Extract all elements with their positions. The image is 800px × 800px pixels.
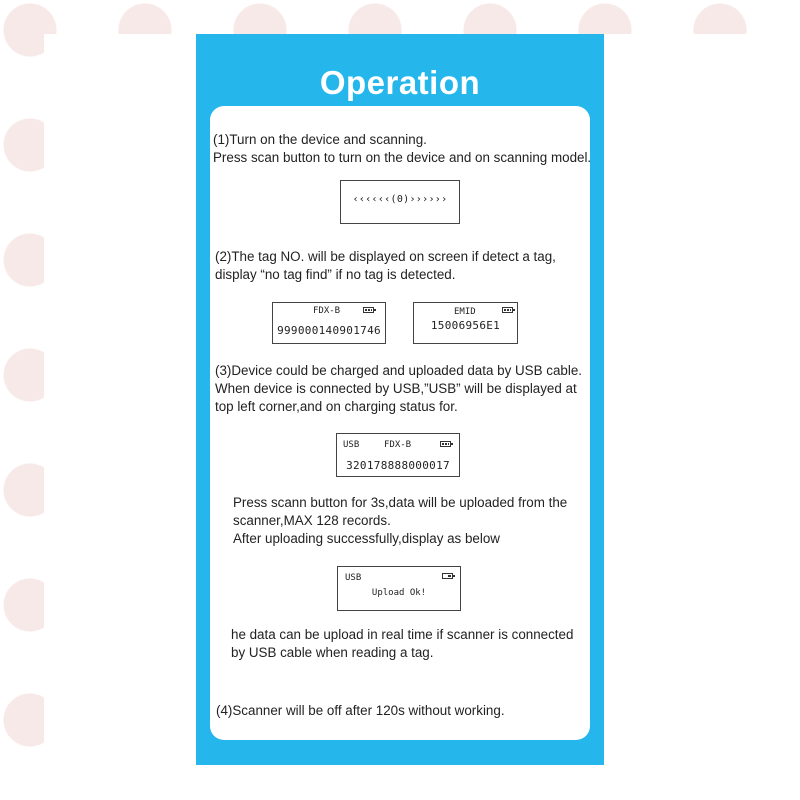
battery-icon bbox=[502, 307, 513, 313]
upload-instruction-line3: After uploading successfully,display as below bbox=[233, 531, 500, 546]
realtime-upload-line1: he data can be upload in real time if scanner is connected bbox=[231, 627, 574, 642]
lcd-tag-number: 999000140901746 bbox=[277, 324, 381, 337]
instructions-card bbox=[210, 106, 590, 740]
battery-charging-icon bbox=[442, 573, 453, 579]
battery-icon bbox=[440, 441, 451, 447]
scanning-indicator: ‹‹‹‹‹‹(0)›››››› bbox=[352, 194, 448, 205]
upload-instruction-line2: scanner,MAX 128 records. bbox=[233, 513, 391, 528]
lcd-usb-label: USB bbox=[343, 440, 360, 450]
lcd-usb-label: USB bbox=[345, 573, 362, 583]
lcd-scanning-screen bbox=[340, 180, 460, 224]
battery-icon bbox=[363, 307, 374, 313]
step4-heading: (4)Scanner will be off after 120s without working. bbox=[216, 703, 505, 718]
step3-heading: (3)Device could be charged and uploaded data by USB cable. bbox=[215, 363, 582, 378]
step1-heading: (1)Turn on the device and scanning. bbox=[213, 132, 427, 147]
lcd-usb-fdxb-screen bbox=[336, 433, 460, 477]
page-title: Operation bbox=[319, 64, 481, 101]
lcd-tag-number: 320178888000017 bbox=[346, 459, 450, 472]
operation-panel bbox=[196, 34, 604, 765]
step1-text: Press scan button to turn on the device and on scanning model. bbox=[213, 150, 592, 165]
lcd-mode-label: EMID bbox=[454, 307, 476, 317]
lcd-emid-screen bbox=[413, 302, 518, 344]
lcd-tag-number: 15006956E1 bbox=[430, 319, 501, 332]
lcd-mode-label: FDX-B bbox=[384, 440, 412, 450]
step2-heading: (2)The tag NO. will be displayed on screen if detect a tag, bbox=[215, 249, 556, 264]
lcd-upload-message: Upload Ok! bbox=[371, 588, 427, 598]
lcd-upload-screen bbox=[337, 566, 461, 611]
step3-text-line2: top left corner,and on charging status for. bbox=[215, 399, 458, 414]
realtime-upload-line2: by USB cable when reading a tag. bbox=[231, 645, 434, 660]
lcd-fdxb-screen bbox=[272, 302, 386, 344]
step3-text-line1: When device is connected by USB,”USB” will be displayed at bbox=[215, 381, 577, 396]
step2-text: display “no tag find” if no tag is detected. bbox=[215, 267, 456, 282]
upload-instruction-line1: Press scann button for 3s,data will be uploaded from the bbox=[233, 495, 568, 510]
lcd-mode-label: FDX-B bbox=[313, 306, 341, 316]
